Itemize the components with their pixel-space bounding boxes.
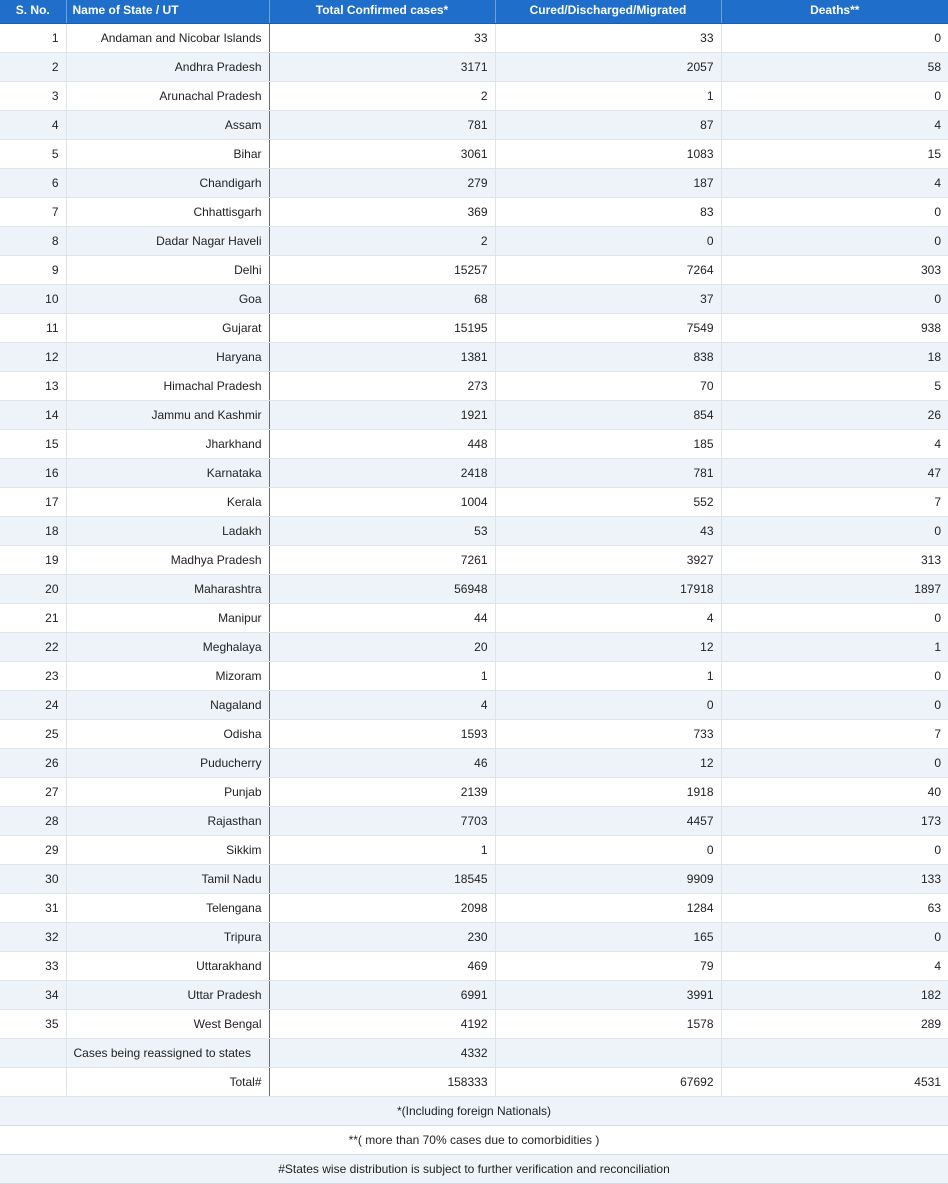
cell-sno: 27 (0, 778, 66, 807)
cell-cured: 70 (495, 372, 721, 401)
cell-deaths: 0 (721, 604, 948, 633)
total-row (0, 1068, 948, 1097)
cell-cured: 12 (495, 749, 721, 778)
reassigned-deaths (721, 1039, 948, 1068)
reassigned-cured (495, 1039, 721, 1068)
cell-cured: 552 (495, 488, 721, 517)
cell-cured: 4 (495, 604, 721, 633)
cell-deaths: 133 (721, 865, 948, 894)
cell-cured: 79 (495, 952, 721, 981)
table-row (0, 546, 948, 575)
cell-state-name: Kerala (66, 488, 269, 517)
cell-sno: 18 (0, 517, 66, 546)
cell-deaths: 4 (721, 430, 948, 459)
cell-cured: 0 (495, 227, 721, 256)
cell-sno: 34 (0, 981, 66, 1010)
cell-cured: 3991 (495, 981, 721, 1010)
table-row (0, 343, 948, 372)
table-row (0, 169, 948, 198)
cell-sno: 13 (0, 372, 66, 401)
table-row (0, 401, 948, 430)
table-body (0, 24, 948, 1184)
footnote-row (0, 1155, 948, 1184)
table-row (0, 894, 948, 923)
cell-sno: 12 (0, 343, 66, 372)
cell-sno: 2 (0, 53, 66, 82)
cell-sno: 8 (0, 227, 66, 256)
cell-cured: 87 (495, 111, 721, 140)
cell-deaths: 303 (721, 256, 948, 285)
cell-confirmed: 53 (269, 517, 495, 546)
cell-confirmed: 1 (269, 662, 495, 691)
cell-sno: 33 (0, 952, 66, 981)
cell-cured: 1 (495, 662, 721, 691)
cell-sno: 5 (0, 140, 66, 169)
total-deaths: 4531 (721, 1068, 948, 1097)
cell-deaths: 4 (721, 169, 948, 198)
cell-confirmed: 469 (269, 952, 495, 981)
cell-cured: 43 (495, 517, 721, 546)
reassigned-row (0, 1039, 948, 1068)
cell-deaths: 0 (721, 662, 948, 691)
table-row (0, 517, 948, 546)
cell-cured: 1 (495, 82, 721, 111)
cell-confirmed: 448 (269, 430, 495, 459)
cell-deaths: 173 (721, 807, 948, 836)
cell-cured: 0 (495, 836, 721, 865)
cell-state-name: Meghalaya (66, 633, 269, 662)
cell-sno: 7 (0, 198, 66, 227)
cell-confirmed: 230 (269, 923, 495, 952)
cell-sno: 14 (0, 401, 66, 430)
cell-confirmed: 3171 (269, 53, 495, 82)
table-row (0, 227, 948, 256)
total-sno (0, 1068, 66, 1097)
cell-state-name: Tripura (66, 923, 269, 952)
table-row (0, 430, 948, 459)
cell-sno: 10 (0, 285, 66, 314)
cell-state-name: Nagaland (66, 691, 269, 720)
cell-sno: 20 (0, 575, 66, 604)
cell-deaths: 289 (721, 1010, 948, 1039)
cell-deaths: 40 (721, 778, 948, 807)
cell-deaths: 0 (721, 691, 948, 720)
cell-deaths: 0 (721, 82, 948, 111)
cell-sno: 11 (0, 314, 66, 343)
cell-state-name: Ladakh (66, 517, 269, 546)
cell-deaths: 0 (721, 749, 948, 778)
table-header (0, 0, 948, 24)
cell-deaths: 4 (721, 952, 948, 981)
table-row (0, 691, 948, 720)
header-deaths[interactable]: Deaths** (721, 0, 948, 24)
cell-deaths: 0 (721, 285, 948, 314)
footnote-row (0, 1126, 948, 1155)
cell-state-name: Karnataka (66, 459, 269, 488)
table-row (0, 836, 948, 865)
table-row (0, 865, 948, 894)
cell-cured: 1083 (495, 140, 721, 169)
reassigned-confirmed: 4332 (269, 1039, 495, 1068)
cell-state-name: Haryana (66, 343, 269, 372)
cell-deaths: 26 (721, 401, 948, 430)
cell-cured: 12 (495, 633, 721, 662)
cell-deaths: 0 (721, 836, 948, 865)
cell-state-name: Maharashtra (66, 575, 269, 604)
cell-confirmed: 369 (269, 198, 495, 227)
cell-sno: 35 (0, 1010, 66, 1039)
footnote-row (0, 1097, 948, 1126)
cell-deaths: 5 (721, 372, 948, 401)
table-row (0, 140, 948, 169)
table-row (0, 24, 948, 53)
cell-state-name: Dadar Nagar Haveli (66, 227, 269, 256)
table-row (0, 314, 948, 343)
cell-deaths: 182 (721, 981, 948, 1010)
table-row (0, 488, 948, 517)
cell-sno: 25 (0, 720, 66, 749)
cell-cured: 37 (495, 285, 721, 314)
cell-cured: 7264 (495, 256, 721, 285)
cell-deaths: 18 (721, 343, 948, 372)
cell-confirmed: 15257 (269, 256, 495, 285)
total-label: Total# (66, 1068, 269, 1097)
cell-confirmed: 46 (269, 749, 495, 778)
cell-deaths: 938 (721, 314, 948, 343)
cell-state-name: Sikkim (66, 836, 269, 865)
cell-sno: 17 (0, 488, 66, 517)
table-row (0, 111, 948, 140)
cell-cured: 7549 (495, 314, 721, 343)
cell-state-name: Rajasthan (66, 807, 269, 836)
cell-cured: 2057 (495, 53, 721, 82)
table-row (0, 372, 948, 401)
cell-deaths: 1 (721, 633, 948, 662)
cell-sno: 29 (0, 836, 66, 865)
cell-state-name: Punjab (66, 778, 269, 807)
table-row (0, 749, 948, 778)
cell-sno: 22 (0, 633, 66, 662)
cell-state-name: Manipur (66, 604, 269, 633)
cell-state-name: Jharkhand (66, 430, 269, 459)
cell-confirmed: 1004 (269, 488, 495, 517)
cell-cured: 0 (495, 691, 721, 720)
table-row (0, 198, 948, 227)
cell-cured: 17918 (495, 575, 721, 604)
cell-state-name: Andhra Pradesh (66, 53, 269, 82)
cell-confirmed: 1381 (269, 343, 495, 372)
cell-deaths: 7 (721, 488, 948, 517)
cell-deaths: 15 (721, 140, 948, 169)
table-row (0, 256, 948, 285)
cell-deaths: 313 (721, 546, 948, 575)
header-confirmed[interactable]: Total Confirmed cases* (269, 0, 495, 24)
cell-sno: 19 (0, 546, 66, 575)
total-confirmed: 158333 (269, 1068, 495, 1097)
cell-state-name: Goa (66, 285, 269, 314)
table-row (0, 720, 948, 749)
cell-cured: 781 (495, 459, 721, 488)
table-row (0, 575, 948, 604)
cell-sno: 4 (0, 111, 66, 140)
cell-cured: 9909 (495, 865, 721, 894)
cell-cured: 185 (495, 430, 721, 459)
cell-cured: 187 (495, 169, 721, 198)
cell-sno: 1 (0, 24, 66, 53)
cell-confirmed: 20 (269, 633, 495, 662)
cell-sno: 3 (0, 82, 66, 111)
cell-deaths: 4 (721, 111, 948, 140)
cell-confirmed: 56948 (269, 575, 495, 604)
table-row (0, 82, 948, 111)
cell-confirmed: 3061 (269, 140, 495, 169)
cell-state-name: Mizoram (66, 662, 269, 691)
table-row (0, 807, 948, 836)
cell-sno: 24 (0, 691, 66, 720)
cell-deaths: 0 (721, 198, 948, 227)
cell-confirmed: 7261 (269, 546, 495, 575)
cell-sno: 30 (0, 865, 66, 894)
cell-confirmed: 1921 (269, 401, 495, 430)
cell-deaths: 1897 (721, 575, 948, 604)
cell-sno: 32 (0, 923, 66, 952)
table-row (0, 778, 948, 807)
reassigned-sno (0, 1039, 66, 1068)
cell-deaths: 0 (721, 227, 948, 256)
table-row (0, 604, 948, 633)
cell-confirmed: 279 (269, 169, 495, 198)
cell-confirmed: 2139 (269, 778, 495, 807)
cell-state-name: Assam (66, 111, 269, 140)
header-state-name[interactable]: Name of State / UT (66, 0, 269, 24)
cell-deaths: 7 (721, 720, 948, 749)
table-row (0, 53, 948, 82)
cell-sno: 21 (0, 604, 66, 633)
cell-deaths: 63 (721, 894, 948, 923)
cell-deaths: 58 (721, 53, 948, 82)
cell-sno: 9 (0, 256, 66, 285)
table-row (0, 952, 948, 981)
cell-cured: 733 (495, 720, 721, 749)
cell-confirmed: 18545 (269, 865, 495, 894)
cell-confirmed: 2 (269, 82, 495, 111)
cell-state-name: Odisha (66, 720, 269, 749)
cell-confirmed: 7703 (269, 807, 495, 836)
cell-cured: 1918 (495, 778, 721, 807)
cell-sno: 31 (0, 894, 66, 923)
table-row (0, 459, 948, 488)
cell-state-name: Puducherry (66, 749, 269, 778)
cell-confirmed: 4192 (269, 1010, 495, 1039)
cell-confirmed: 15195 (269, 314, 495, 343)
header-sno[interactable]: S. No. (0, 0, 66, 24)
cell-confirmed: 273 (269, 372, 495, 401)
table-row (0, 633, 948, 662)
cell-deaths: 0 (721, 923, 948, 952)
footnote-comorbidities: **( more than 70% cases due to comorbidities ) (0, 1126, 948, 1155)
cell-confirmed: 4 (269, 691, 495, 720)
cell-cured: 3927 (495, 546, 721, 575)
cell-confirmed: 44 (269, 604, 495, 633)
total-cured: 67692 (495, 1068, 721, 1097)
cell-state-name: Gujarat (66, 314, 269, 343)
cell-cured: 165 (495, 923, 721, 952)
table-row (0, 285, 948, 314)
cell-state-name: Andaman and Nicobar Islands (66, 24, 269, 53)
cell-state-name: Jammu and Kashmir (66, 401, 269, 430)
cell-state-name: Tamil Nadu (66, 865, 269, 894)
cell-state-name: Chandigarh (66, 169, 269, 198)
cell-state-name: Madhya Pradesh (66, 546, 269, 575)
cell-deaths: 0 (721, 517, 948, 546)
cell-deaths: 47 (721, 459, 948, 488)
table-row (0, 662, 948, 691)
cell-state-name: Bihar (66, 140, 269, 169)
cell-sno: 15 (0, 430, 66, 459)
cell-cured: 1284 (495, 894, 721, 923)
cell-state-name: Himachal Pradesh (66, 372, 269, 401)
table-row (0, 923, 948, 952)
cell-sno: 6 (0, 169, 66, 198)
cell-sno: 26 (0, 749, 66, 778)
cell-confirmed: 33 (269, 24, 495, 53)
cell-state-name: Chhattisgarh (66, 198, 269, 227)
cell-confirmed: 1 (269, 836, 495, 865)
cell-confirmed: 2418 (269, 459, 495, 488)
header-cured[interactable]: Cured/Discharged/Migrated (495, 0, 721, 24)
cell-state-name: Uttar Pradesh (66, 981, 269, 1010)
cell-sno: 28 (0, 807, 66, 836)
table-row (0, 1010, 948, 1039)
table-row (0, 981, 948, 1010)
cell-confirmed: 1593 (269, 720, 495, 749)
cell-confirmed: 781 (269, 111, 495, 140)
cell-deaths: 0 (721, 24, 948, 53)
footnote-verification: #States wise distribution is subject to further verification and reconciliation (0, 1155, 948, 1184)
cell-state-name: Telengana (66, 894, 269, 923)
cell-sno: 16 (0, 459, 66, 488)
header-row (0, 0, 948, 24)
cell-state-name: West Bengal (66, 1010, 269, 1039)
cell-confirmed: 2098 (269, 894, 495, 923)
cell-confirmed: 6991 (269, 981, 495, 1010)
cell-cured: 4457 (495, 807, 721, 836)
cell-cured: 1578 (495, 1010, 721, 1039)
footnote-foreign-nationals: *(Including foreign Nationals) (0, 1097, 948, 1126)
cell-state-name: Uttarakhand (66, 952, 269, 981)
cell-cured: 83 (495, 198, 721, 227)
cell-sno: 23 (0, 662, 66, 691)
cell-state-name: Arunachal Pradesh (66, 82, 269, 111)
cell-cured: 33 (495, 24, 721, 53)
cell-confirmed: 2 (269, 227, 495, 256)
cell-state-name: Delhi (66, 256, 269, 285)
reassigned-label: Cases being reassigned to states (66, 1039, 269, 1068)
cell-cured: 854 (495, 401, 721, 430)
cell-confirmed: 68 (269, 285, 495, 314)
cell-cured: 838 (495, 343, 721, 372)
